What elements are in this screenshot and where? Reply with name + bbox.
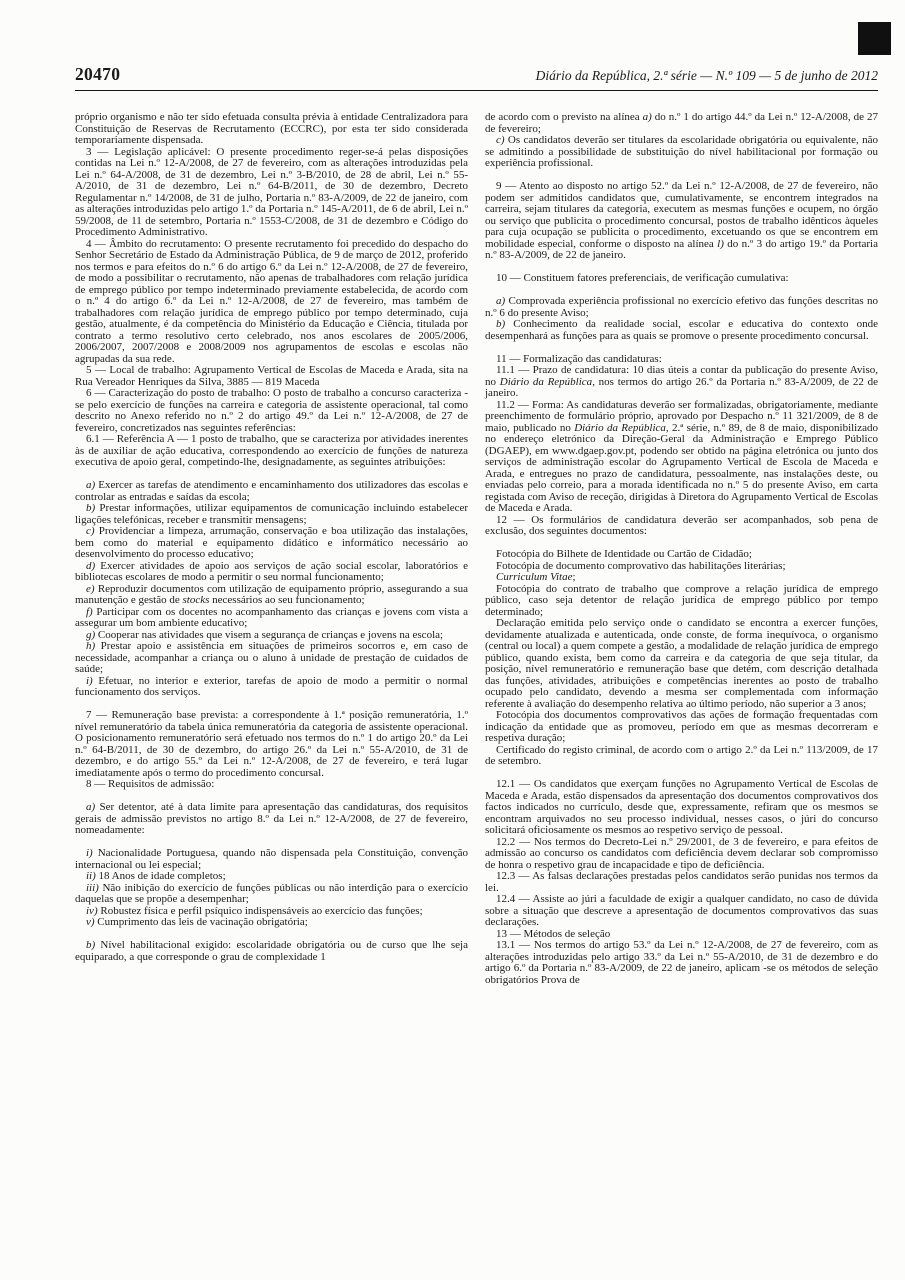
paragraph: 6.1 — Referência A — 1 posto de trabalho, que se caracteriza por atividades inerentes às de auxiliar de ação educativa, correspondendo ao exercício de funções de natureza executiva de apoio geral, competindo-lhe, designadamente, as seguintes atribuições: <box>75 433 468 468</box>
left-column <box>75 112 468 986</box>
list-item-paragraph: e) Reproduzir documentos com utilização de equipamento próprio, assegurando a sua manutenção e gestão de stocks necessários ao seu funcionamento; <box>75 582 468 606</box>
issue-line: Diário da República, 2.ª série — N.º 109 — 5 de junho de 2012 <box>535 68 878 83</box>
paragraph: 13.1 — Nos termos do artigo 53.º da Lei n.º 12-A/2008, de 27 de fevereiro, com as alterações introduzidas pelo artigo 33.º da Lei n.º 55-A/2010, de 31 de dezembro e do artigo 6.º da Portaria n.º 83-A/2009, de 22 de janeiro, aplicam -se os métodos de seleção obrigatórios Prova de <box>485 939 878 986</box>
paragraph: 12.2 — Nos termos do Decreto-Lei n.º 29/2001, de 3 de fevereiro, e para efeitos de admissão ao concurso os candidatos com deficiência devem declarar sob compromisso de honra o respetivo grau de incapacidade e tipo de deficiência. <box>485 835 878 871</box>
list-item-paragraph: ii) 18 Anos de idade completos; <box>86 870 226 882</box>
paragraph: 12 — Os formulários de candidatura deverão ser acompanhados, sob pena de exclusão, dos seguintes documentos: <box>485 513 878 537</box>
list-item-paragraph: a) Exercer as tarefas de atendimento e encaminhamento dos utilizadores das escolas e controlar as entradas e saídas da escola; <box>75 479 468 503</box>
paragraph: Fotocópia do contrato de trabalho que comprove a relação jurídica de emprego público, caso seja detentor de relação jurídica de emprego público por tempo determinado; <box>485 582 878 618</box>
list-item-paragraph: h) Prestar apoio e assistência em situações de primeiros socorros e, em caso de necessidade, acompanhar a criança ou o aluno à unidade de prestação de cuidados de saúde; <box>75 640 468 675</box>
text-columns <box>75 112 878 986</box>
list-item-paragraph: d) Exercer atividades de apoio aos serviços de ação social escolar, laboratórios e bibliotecas escolares de modo a permitir o seu normal funcionamento; <box>75 559 468 583</box>
list-item-paragraph: g) Cooperar nas atividades que visem a segurança de crianças e jovens na escola; <box>86 628 444 641</box>
page-number: 20470 <box>75 64 121 84</box>
paragraph: 13 — Métodos de seleção <box>496 927 611 940</box>
list-item-paragraph: a) Comprovada experiência profissional no exercício efetivo das funções descritas no n.º 6 do presente Aviso; <box>485 295 878 319</box>
right-column <box>485 112 878 986</box>
list-item-paragraph: iii) Não inibição do exercício de funções públicas ou não interdição para o exercício daquelas que se propõe a desempenhar; <box>75 881 468 905</box>
paragraph: 12.1 — Os candidatos que exerçam funções no Agrupamento Vertical de Escolas de Maceda e Arada, estão dispensados da apresentação dos documentos comprovativos dos factos indicados no currículo, desde que, expressamente, refiram que os mesmos se encontram arquivados no seu processo individual, nesses casos, o júri do concurso solicitará oficiosamente os mesmos ao respetivo serviço de pessoal. <box>485 778 878 836</box>
list-item-paragraph: i) Nacionalidade Portuguesa, quando não dispensada pela Constituição, convenção internacional ou lei especial; <box>75 847 468 871</box>
paragraph: Certificado do registo criminal, de acordo com o artigo 2.º da Lei n.º 113/2009, de 17 de setembro. <box>485 743 878 767</box>
paragraph: 12.4 — Assiste ao júri a faculdade de exigir a qualquer candidato, no caso de dúvida sobre a situação que descreve a apresentação de documentos comprovativos das suas declarações. <box>485 893 878 928</box>
header-divider-rule <box>75 90 878 91</box>
list-item-paragraph: b) Prestar informações, utilizar equipamentos de comunicação incluindo estabelecer ligações telefónicas, receber e transmitir mensagens; <box>75 502 468 526</box>
paragraph: Declaração emitida pelo serviço onde o candidato se encontra a exercer funções, devidamente atualizada e autenticada, onde conste, de forma inequívoca, o organismo (central ou local) a quem compete a gestão, a modalidade de relação jurídica de emprego público, quando exista, bem como da carreira e da categoria de que seja titular, da posição, nível remuneratório e remuneração base que detém, com descrição detalhada das funções, atividades, atribuições e competências inerentes ao posto de trabalho ocupado pelo candidato, devendo a mesma ser complementada com informação referente à avaliação do desempenho relativa ao último período, não superior a 3 anos; <box>485 617 878 710</box>
page-header <box>75 64 878 85</box>
list-item-paragraph: c) Os candidatos deverão ser titulares da escolaridade obrigatória ou equivalente, não se admitindo a possibilidade de substituição do nível habilitacional por formação ou experiência profissional. <box>485 134 878 169</box>
paragraph: 12.3 — As falsas declarações prestadas pelos candidatos serão punidas nos termos da lei. <box>485 870 878 894</box>
list-item-paragraph: i) Efetuar, no interior e exterior, tarefas de apoio de modo a permitir o normal funcionamento dos serviços. <box>75 674 468 698</box>
registration-mark <box>858 22 891 55</box>
paragraph: Fotocópia dos documentos comprovativos das ações de formação frequentadas com indicação da entidade que as promoveu, período em que as mesmas decorreram e respetiva duração; <box>485 709 878 744</box>
paragraph: 8 — Requisitos de admissão: <box>86 778 215 790</box>
paragraph: de acordo com o previsto na alínea a) do n.º 1 do artigo 44.º da Lei n.º 12-A/2008, de 27 de fevereiro; <box>485 111 878 135</box>
paragraph: 11 — Formalização das candidaturas: <box>496 352 662 365</box>
list-item-paragraph: a) Ser detentor, até à data limite para apresentação das candidaturas, dos requisitos gerais de admissão previstos no artigo 8.º da Lei n.º 12-A/2008, de 27 de fevereiro, nomeadamente: <box>75 801 468 836</box>
paragraph: 9 — Atento ao disposto no artigo 52.º da Lei n.º 12-A/2008, de 27 de fevereiro, não podem ser admitidos candidatos que, cumulativamente, se encontrem integrados na carreira, sejam titulares da categoria, executem as mesmas funções e ocupem, no órgão ou serviço que publicita o procedimento concursal, postos de trabalho idênticos àqueles para cuja ocupação se publicita o procedimento, excetuando os que se encontrem em mobilidade especial, conforme o disposto na alínea l) do n.º 3 do artigo 19.º da Portaria n.º 83-A/2009, de 22 de janeiro. <box>485 180 878 261</box>
paragraph: 6 — Caracterização do posto de trabalho: O posto de trabalho a concurso caracteriza -se pelo exercício de funções na carreira e categoria de assistente operacional, tal como descrito no Anexo referido no n.º 2 do artigo 49.º da Lei n.º 12-A/2008, de 27 de fevereiro, concretizados nas seguintes referências: <box>75 387 468 434</box>
paragraph: próprio organismo e não ter sido efetuada consulta prévia à entidade Centralizadora para Constituição de Reservas de Recrutamento (ECCRC), por esta ter sido considerada temporariamente dispensada. <box>75 111 468 146</box>
paragraph: 10 — Constituem fatores preferenciais, de verificação cumulativa: <box>496 272 789 284</box>
list-item-paragraph: c) Providenciar a limpeza, arrumação, conservação e boa utilização das instalações, bem como do material e equipamento didático e informático necessário ao desenvolvimento do processo educativo; <box>75 525 468 560</box>
paragraph: Fotocópia do Bilhete de Identidade ou Cartão de Cidadão; <box>496 548 752 560</box>
paragraph: Curriculum Vitae; <box>496 571 576 583</box>
paragraph: 4 — Âmbito do recrutamento: O presente recrutamento foi precedido do despacho do Senhor Secretário de Estado da Administração Pública, de 9 de março de 2012, proferido nos termos e para efeitos do n.º 6 do artigo 6.º da Lei n.º 12-A/2008, de 27 de fevereiro, de modo a possibilitar o recrutamento, não apenas de trabalhadores com relação jurídica de emprego público por tempo indeterminado previamente estabelecida, de acordo com o n.º 4 do artigo 6.º da Lei n.º 12-A/2008, de 27 de fevereiro, mas também de trabalhadores com relação jurídica de emprego público por tempo determinado, cuja gestão, atualmente, é da competência do Ministério da Educação e Ciência, titulada por contrato a termo resolutivo certo celebrado, nos anos escolares de 2005/2006, 2006/2007, 2007/2008 e 2008/2009 nos agrupamentos de escolas e escolas não agrupadas da sua rede. <box>75 237 468 365</box>
paragraph: 11.2 — Forma: As candidaturas deverão ser formalizadas, obrigatoriamente, mediante preenchimento de formulário próprio, aprovado por Despacho n.º 11 321/2009, de 8 de maio, publicado no Diário da República, 2.ª série, n.º 89, de 8 de maio, disponibilizado no endereço eletrónico da Direção-Geral da Administração e Emprego Público (DGAEP), em www.dgaep.gov.pt, podendo ser obtido na página eletrónica ou junto dos serviços de administração escolar do Agrupamento Vertical de Escola de Maceda e Arada, e entregues no prazo de candidatura, pessoalmente, nas instalações deste, ou enviadas pelo correio, para a morada identificada no n.º 5 do presente Aviso, em carta registada com Aviso de receção, dirigidas à Diretora do Agrupamento Vertical de Escolas de Maceda e Arada. <box>485 398 879 514</box>
list-item-paragraph: b) Conhecimento da realidade social, escolar e educativa do contexto onde desempenhará as funções para as quais se promove o presente procedimento concursal. <box>485 318 878 342</box>
list-item-paragraph: v) Cumprimento das leis de vacinação obrigatória; <box>86 916 308 928</box>
paragraph: 5 — Local de trabalho: Agrupamento Vertical de Escolas de Maceda e Arada, sita na Rua Vereador Henriques da Silva, 3885 — 819 Maceda <box>75 364 468 388</box>
list-item-paragraph: f) Participar com os docentes no acompanhamento das crianças e jovens com vista a assegurar um bom ambiente educativo; <box>75 605 468 629</box>
paragraph: Fotocópia de documento comprovativo das habilitações literárias; <box>496 559 786 572</box>
paragraph: 3 — Legislação aplicável: O presente procedimento reger-se-á pelas disposições contidas na Lei n.º 12-A/2008, de 27 de fevereiro, com as alterações introduzidas pela Lei n.º 64-A/2008, de 31 de dezembro, Lei n.º 3-B/2010, de 28 de abril, Lei n.º 55-A/2010, de 31 de dezembro, Lei n.º 64-B/2011, de 30 de dezembro, Decreto Regulamentar n.º 14/2008, de 31 de julho, Portaria n.º 83-A/2009, de 22 de janeiro, com as alterações introduzidas pelo artigo 1.º da Portaria n.º 145-A/2011, de 6 de abril, Lei n.º 59/2008, de 11 de setembro, Portaria n.º 1553-C/2008, de 31 de dezembro e Código do Procedimento Administrativo. <box>75 145 468 238</box>
list-item-paragraph: b) Nível habilitacional exigido: escolaridade obrigatória ou de curso que lhe seja equiparado, a que corresponde o grau de complexidade 1 <box>75 939 468 963</box>
paragraph: 7 — Remuneração base prevista: a correspondente à 1.ª posição remuneratória, 1.º nível remuneratório da tabela única remuneratória da categoria de assistente operacional. O posicionamento remuneratório será efetuado nos termos do n.º 1 do artigo 20.º da Lei n.º 64-B/2011, de 30 de dezembro, do artigo 26.º da Lei n.º 55-A/2010, de 31 de dezembro, e do artigo 55.º da Lei n.º 12-A/2008, de 27 de fevereiro, e terá lugar imediatamente após o termo do procedimento concursal. <box>75 709 468 779</box>
paragraph: 11.1 — Prazo de candidatura: 10 dias úteis a contar da publicação do presente Aviso, no Diário da República, nos termos do artigo 26.º da Portaria n.º 83-A/2009, de 22 de janeiro. <box>485 364 878 399</box>
list-item-paragraph: iv) Robustez física e perfil psíquico indispensáveis ao exercício das funções; <box>86 904 423 917</box>
